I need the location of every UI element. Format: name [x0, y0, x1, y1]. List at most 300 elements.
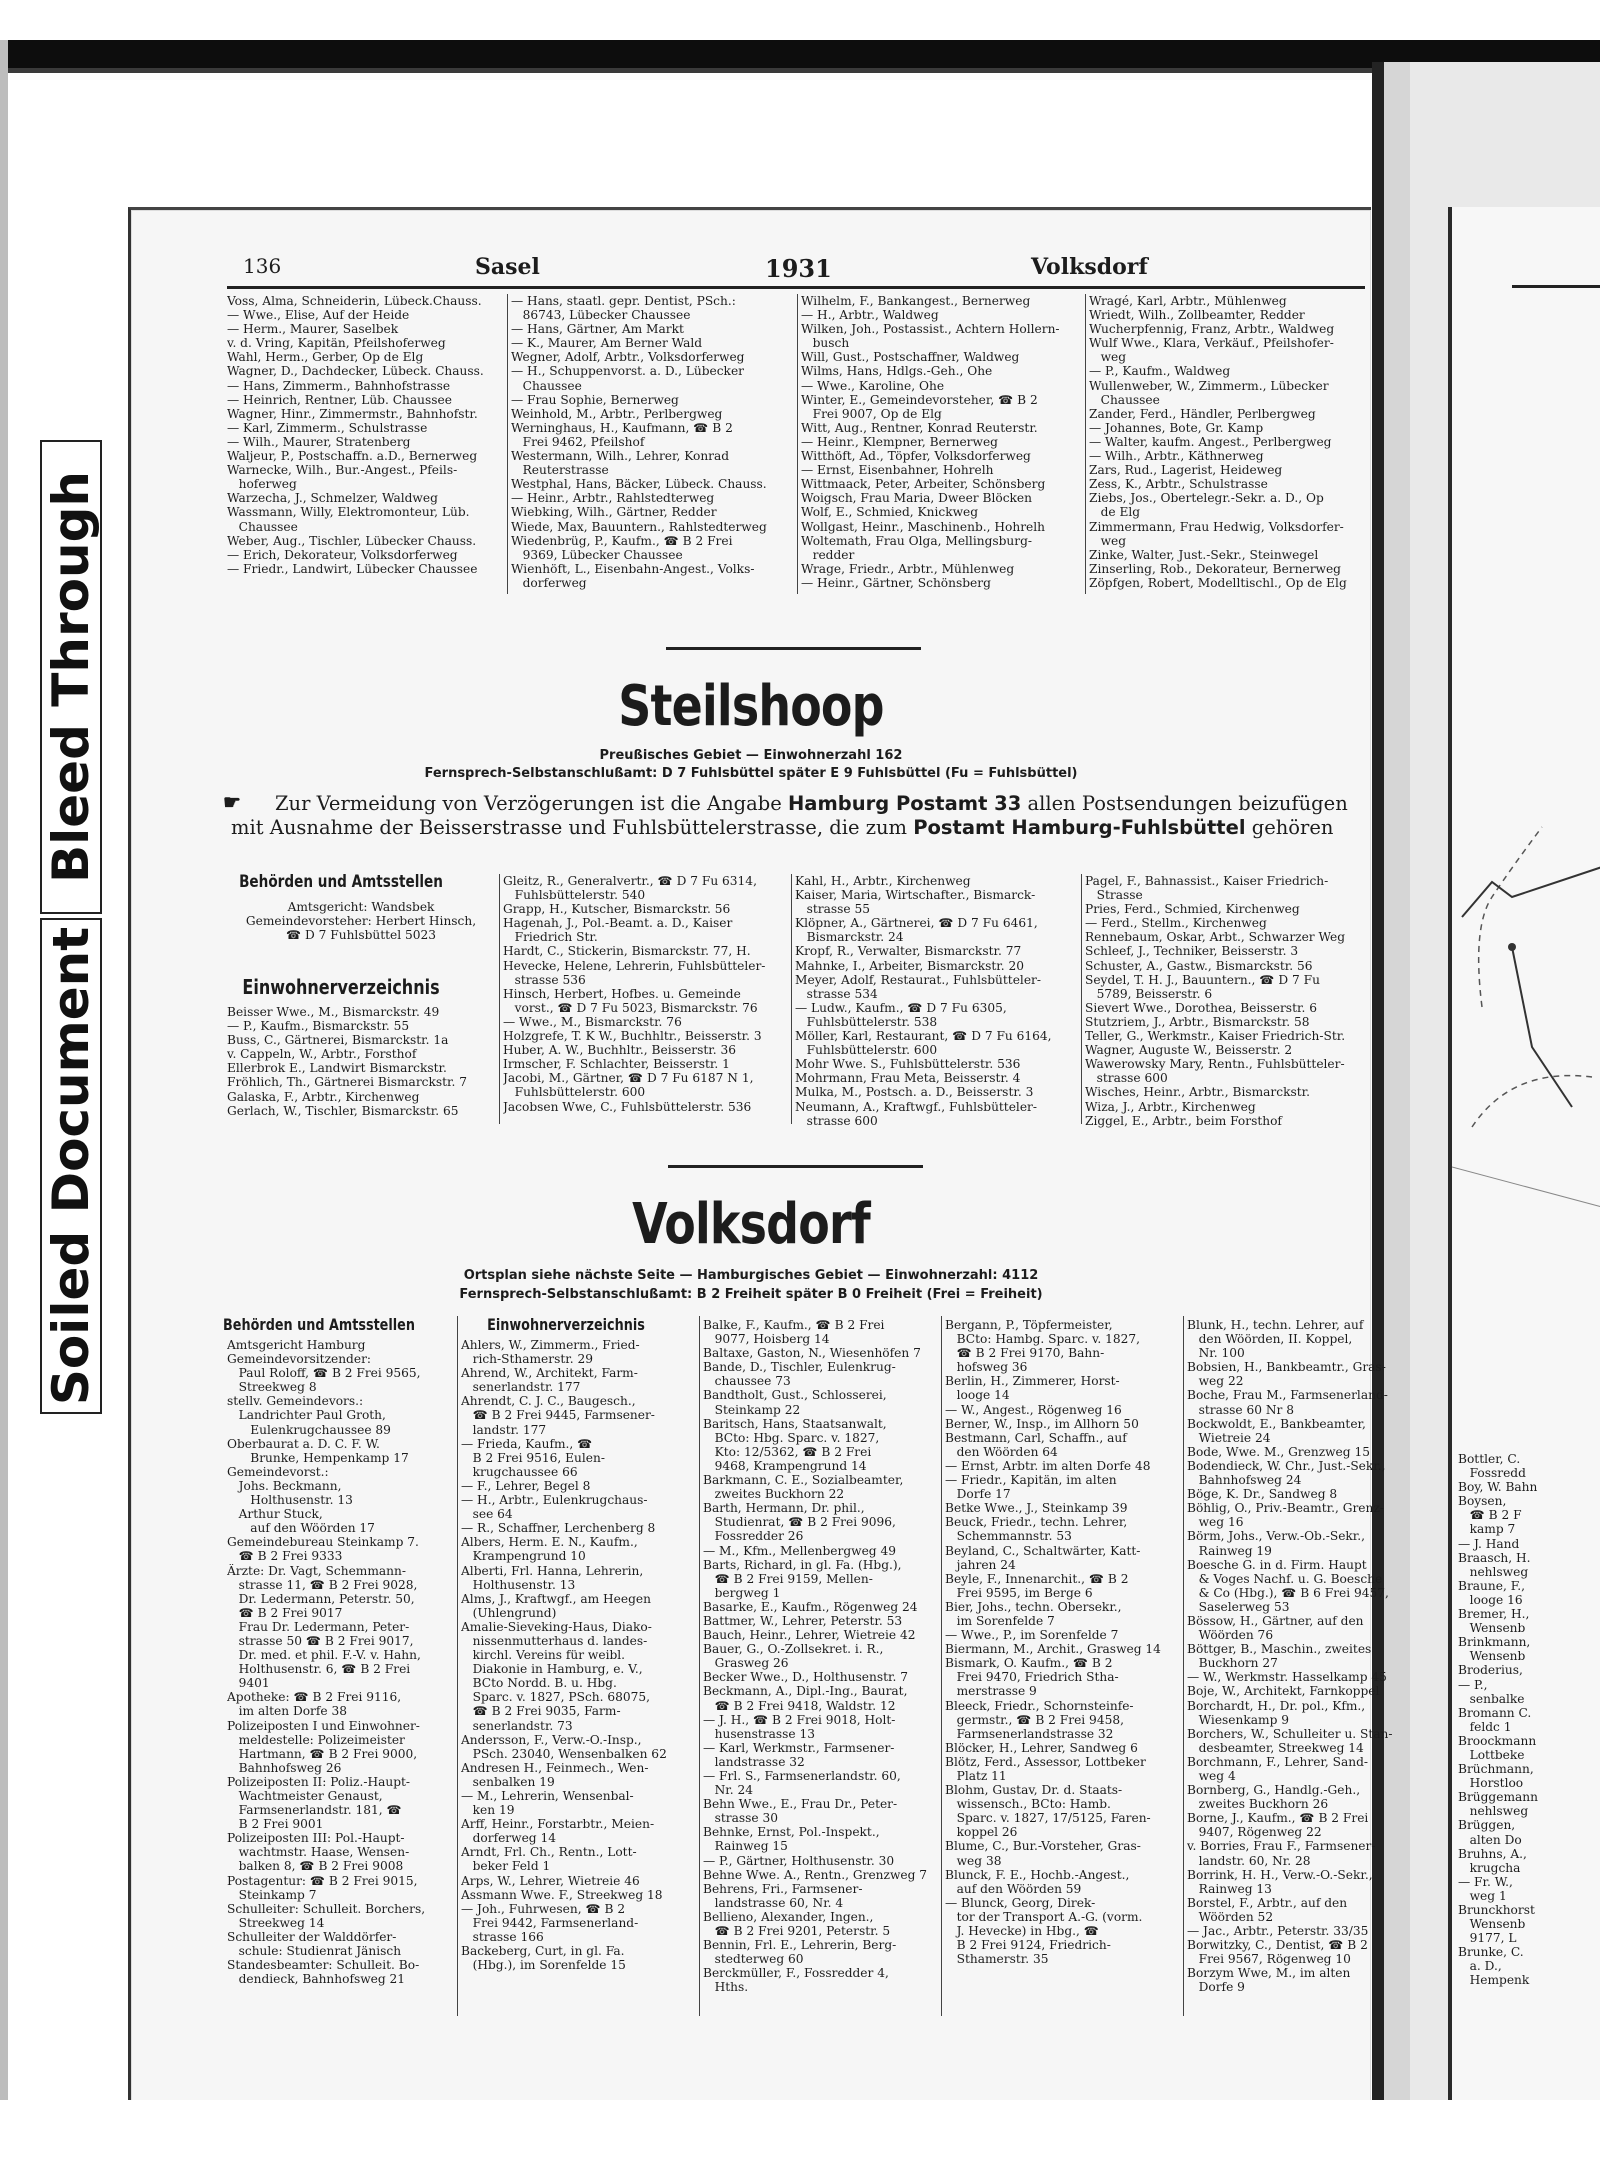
directory-entry: Brüggemann [1458, 1790, 1538, 1805]
directory-entry: Wisches, Heinr., Arbtr., Bismarckstr. [1085, 1085, 1310, 1100]
directory-entry: Wilken, Joh., Postassist., Achtern Hollern- [801, 322, 1060, 337]
directory-entry: Zander, Ferd., Händler, Perlbergweg [1089, 406, 1316, 421]
directory-entry: — Fr. W., [1458, 1874, 1513, 1889]
directory-entry: Assmann Wwe. F., Streekweg 18 [461, 1887, 663, 1902]
directory-entry: Blume, C., Bur.-Vorsteher, Gras- [945, 1839, 1141, 1854]
column-divider [1183, 1316, 1184, 2016]
directory-entry: strasse 30 [703, 1811, 778, 1826]
directory-entry: strasse 50 ☎ B 2 Frei 9017, [227, 1633, 414, 1648]
directory-entry: Rainweg 15 [703, 1839, 788, 1854]
directory-entry: — Blunck, Georg, Direk- [945, 1895, 1096, 1910]
notice-text: mit Ausnahme der Beisserstrasse und Fuhlsbüttelerstrasse, die zum [231, 816, 914, 839]
directory-entry: auf den Wöörden 59 [945, 1881, 1082, 1896]
directory-entry: Betke Wwe., J., Steinkamp 39 [945, 1501, 1128, 1516]
directory-entry: Alberti, Frl. Hanna, Lehrerin, [461, 1563, 644, 1578]
column-divider [507, 294, 508, 594]
directory-entry: 9177, L [1458, 1931, 1517, 1946]
directory-entry: Wiebking, Wilh., Gärtner, Redder [511, 505, 717, 520]
volksdorf-column-2 [461, 1338, 697, 1972]
directory-entry: Mohr Wwe. S., Fuhlsbüttelerstr. 536 [795, 1057, 1021, 1072]
directory-entry: Bottler, C. [1458, 1452, 1521, 1466]
directory-entry: Sthamerstr. 35 [945, 1952, 1049, 1967]
directory-entry: strasse 60 Nr 8 [1187, 1402, 1294, 1417]
directory-entry: Farmsenerlandstrasse 32 [945, 1726, 1114, 1741]
directory-entry: koppel 26 [945, 1825, 1018, 1840]
directory-entry: Nr. 100 [1187, 1346, 1245, 1361]
volksdorf-residents-heading: Einwohnerverzeichnis [487, 1315, 645, 1334]
notice-emphasis: Postamt Hamburg-Fuhlsbüttel [913, 816, 1246, 839]
directory-entry: hoferweg [227, 477, 297, 492]
directory-entry: Dr. Ledermann, Peterstr. 50, [227, 1591, 415, 1606]
directory-entry: Arndt, Frl. Ch., Rentn., Lott- [461, 1845, 637, 1860]
directory-entry: Wensenb [1458, 1649, 1526, 1664]
steilshoop-notice-line-2 [231, 816, 1333, 840]
directory-entry: Bellieno, Alexander, Ingen., [703, 1909, 874, 1924]
directory-entry: kirchl. Vereins für weibl. [461, 1648, 626, 1663]
directory-entry: Standesbeamter: Schulleit. Bo- [227, 1958, 420, 1973]
directory-entry: Landrichter Paul Groth, [227, 1408, 386, 1423]
directory-entry: wachtmstr. Haase, Wensen- [227, 1845, 410, 1860]
steilshoop-column-3 [795, 874, 1079, 1128]
directory-entry: Wienhöft, L., Eisenbahn-Angest., Volks- [511, 561, 755, 576]
directory-entry: 86743, Lübecker Chaussee [511, 308, 691, 323]
directory-entry: Dr. med. et phil. F.-V. v. Hahn, [227, 1648, 421, 1663]
directory-entry: looge 14 [945, 1388, 1010, 1403]
directory-entry: Bismark, O. Kaufm., ☎ B 2 [945, 1656, 1113, 1671]
directory-entry: de Elg [1089, 505, 1141, 520]
directory-entry: Streekweg 8 [227, 1380, 317, 1395]
directory-entry: (Hbg.), im Sorenfelde 15 [461, 1958, 626, 1973]
directory-entry: Backeberg, Curt, in gl. Fa. [461, 1944, 625, 1959]
directory-entry: Wensenb [1458, 1917, 1526, 1932]
directory-entry: senerlandstr. 73 [461, 1718, 573, 1733]
sasel-column-2 [511, 294, 797, 590]
directory-entry: Hths. [703, 1980, 749, 1995]
directory-entry: Bauch, Heinr., Lehrer, Wietreie 42 [703, 1628, 916, 1643]
pointing-hand-icon: ☛ [223, 790, 241, 814]
directory-entry: husenstrasse 13 [703, 1726, 815, 1741]
volksdorf-column-4 [945, 1318, 1181, 1966]
directory-entry: Neumann, A., Kraftwgf., Fuhlsbütteler- [795, 1099, 1037, 1114]
volksdorf-column-5 [1187, 1318, 1423, 1995]
directory-entry: weg 38 [945, 1853, 1002, 1868]
directory-entry: see 64 [461, 1507, 513, 1522]
directory-entry: Bleeck, Friedr., Schornsteinfe- [945, 1698, 1134, 1713]
directory-entry: Fuhlsbüttelerstr. 540 [503, 888, 646, 903]
directory-entry: Böttger, B., Maschin., zweites [1187, 1642, 1372, 1657]
directory-entry: — M., Lehrerin, Wensenbal- [461, 1789, 634, 1803]
column-divider [699, 1316, 700, 2016]
directory-entry: — H., Arbtr., Eulenkrugchaus- [461, 1493, 648, 1508]
directory-entry: — Karl, Zimmerm., Schulstrasse [227, 420, 428, 435]
directory-entry: Ärzte: Dr. Vagt, Schemmann- [227, 1563, 406, 1578]
directory-entry: Bahnhofsweg 24 [1187, 1473, 1302, 1488]
directory-entry: feldc 1 [1458, 1719, 1512, 1734]
volksdorf-column-1 [227, 1338, 453, 1986]
directory-entry: Jacobsen Wwe, C., Fuhlsbüttelerstr. 536 [503, 1099, 752, 1114]
directory-entry: B 2 Frei 9516, Eulen- [461, 1450, 605, 1465]
next-page-column [1458, 1452, 1600, 1988]
directory-entry: — Heinr., Arbtr., Rahlstedterweg [511, 491, 715, 506]
scan-border-bottom [0, 2100, 1600, 2177]
directory-entry: — W., Angest., Rögenweg 16 [945, 1402, 1122, 1417]
sasel-column-4 [1089, 294, 1373, 590]
directory-entry: vorst., ☎ D 7 Fu 5023, Bismarckstr. 76 [503, 1000, 758, 1015]
directory-entry: (Uhlengrund) [461, 1605, 557, 1620]
directory-entry: Hartmann, ☎ B 2 Frei 9000, [227, 1746, 418, 1761]
directory-entry: Pagel, F., Bahnassist., Kaiser Friedrich- [1085, 874, 1329, 888]
directory-entry: Bande, D., Tischler, Eulenkrug- [703, 1360, 896, 1375]
directory-entry: Buss, C., Gärtnerei, Bismarckstr. 1a [227, 1033, 449, 1048]
directory-entry: Bandtholt, Gust., Schlosserei, [703, 1388, 887, 1403]
directory-entry: Wietreie 24 [1187, 1430, 1271, 1445]
directory-entry: Gleitz, R., Generalvertr., ☎ D 7 Fu 6314, [503, 874, 757, 888]
directory-entry: Arthur Stuck, [227, 1507, 323, 1522]
directory-entry: Beyland, C., Schaltwärter, Katt- [945, 1543, 1141, 1558]
directory-entry: Friedrich Str. [503, 930, 598, 945]
directory-entry: Bismarckstr. 24 [795, 930, 904, 945]
directory-entry: Schulleiter: Schulleit. Borchers, [227, 1901, 426, 1916]
directory-entry: — Walter, kaufm. Angest., Perlbergweg [1089, 434, 1332, 449]
steilshoop-authorities [231, 900, 491, 942]
directory-entry: — H., Arbtr., Waldweg [801, 308, 939, 323]
directory-entry: ☎ B 2 Frei 9418, Waldstr. 12 [703, 1698, 896, 1713]
directory-entry: Borwitzky, C., Dentist, ☎ B 2 [1187, 1938, 1368, 1953]
directory-entry: Berckmüller, F., Fossredder 4, [703, 1966, 889, 1981]
directory-entry: redder [801, 547, 855, 562]
directory-entry: v. Borries, Frau F., Farmsener- [1187, 1839, 1376, 1854]
directory-entry: Chaussee [1089, 392, 1160, 407]
directory-entry: im alten Dorfe 38 [227, 1704, 347, 1719]
directory-entry: senerlandstr. 177 [461, 1380, 581, 1395]
directory-entry: — Wwe., P., im Sorenfelde 7 [945, 1628, 1119, 1643]
directory-entry: Borchmann, F., Lehrer, Sand- [1187, 1754, 1369, 1769]
header-rule [227, 286, 1365, 289]
scan-border-left [0, 40, 8, 2110]
directory-entry: Pries, Ferd., Schmied, Kirchenweg [1085, 902, 1300, 917]
volksdorf-subtitle-1: Ortsplan siehe nächste Seite — Hamburgisches Gebiet — Einwohnerzahl: 4112 [463, 1268, 1039, 1283]
directory-entry: Dorfe 9 [1187, 1980, 1245, 1995]
directory-entry: Kropf, R., Verwalter, Bismarckstr. 77 [795, 944, 1022, 959]
directory-entry: — Jac., Arbtr., Peterstr. 33/35 [1187, 1924, 1369, 1939]
directory-entry: — Wwe., Elise, Auf der Heide [227, 308, 410, 323]
directory-entry: stellv. Gemeindevors.: [227, 1394, 364, 1409]
notice-text: allen Postsendungen beizufügen [1021, 792, 1348, 815]
directory-entry: nehlsweg [1458, 1804, 1529, 1819]
directory-entry: Mahnke, I., Arbeiter, Bismarckstr. 20 [795, 958, 1024, 973]
directory-entry: Frei 9567, Rögenweg 10 [1187, 1952, 1351, 1967]
directory-entry: — Heinrich, Rentner, Lüb. Chaussee [227, 392, 452, 407]
page-number: 136 [243, 254, 282, 278]
directory-entry: Chaussee [227, 519, 298, 534]
directory-entry: — Johannes, Bote, Gr. Kamp [1089, 420, 1264, 435]
directory-entry: Behnke, Ernst, Pol.-Inspekt., [703, 1825, 880, 1840]
directory-entry: Fuhlsbüttelerstr. 600 [503, 1085, 646, 1100]
directory-entry: Hagenah, J., Pol.-Beamt. a. D., Kaiser [503, 916, 733, 931]
directory-entry: Meyer, Adolf, Restaurat., Fuhlsbütteler- [795, 972, 1041, 987]
directory-entry: 9407, Rögenweg 22 [1187, 1825, 1322, 1840]
directory-entry: Streekweg 14 [227, 1915, 325, 1930]
directory-entry: Will, Gust., Postschaffner, Waldweg [801, 350, 1020, 365]
directory-entry: Battmer, W., Lehrer, Peterstr. 53 [703, 1613, 903, 1628]
directory-entry: Bauer, G., O.-Zollsekret. i. R., [703, 1642, 884, 1657]
directory-entry: ☎ D 7 Fuhlsbüttel 5023 [285, 928, 437, 943]
directory-entry: — Ernst, Arbtr. im alten Dorfe 48 [945, 1458, 1151, 1473]
directory-entry: Hardt, C., Stickerin, Bismarckstr. 77, H. [503, 944, 751, 959]
directory-entry: — J. Hand [1458, 1536, 1520, 1551]
directory-entry: Boje, W., Architekt, Farnkoppel [1187, 1684, 1380, 1699]
directory-entry: — Wwe., Karoline, Ohe [801, 378, 945, 393]
directory-entry: — Wwe., M., Bismarckstr. 76 [503, 1014, 682, 1029]
directory-entry: Bobsien, H., Bankbeamtr., Gras- [1187, 1360, 1386, 1375]
directory-entry: Alms, J., Kraftwgf., am Heegen [461, 1591, 651, 1606]
directory-entry: Zess, K., Arbtr., Schulstrasse [1089, 477, 1268, 492]
directory-entry: Chaussee [511, 378, 582, 393]
directory-entry: den Wöörden 64 [945, 1444, 1058, 1459]
directory-entry: Schemmannstr. 53 [945, 1529, 1072, 1544]
directory-entry: Huber, A. W., Buchhltr., Beisserstr. 36 [503, 1043, 737, 1058]
directory-entry: ☎ B 2 Frei 9201, Peterstr. 5 [703, 1924, 891, 1939]
directory-entry: Buckhorn 27 [1187, 1656, 1278, 1671]
directory-entry: meldestelle: Polizeimeister [227, 1732, 405, 1747]
directory-entry: J. Hevecke) in Hbg., ☎ [945, 1924, 1099, 1939]
directory-entry: Mulka, M., Postsch. a. D., Beisserstr. 3 [795, 1085, 1034, 1100]
directory-entry: — F., Lehrer, Begel 8 [461, 1478, 591, 1493]
directory-entry: Zimmermann, Frau Hedwig, Volksdorfer- [1089, 519, 1344, 534]
directory-entry: Weber, Aug., Tischler, Lübecker Chauss. [227, 533, 477, 548]
directory-entry: desbeamter, Streekweg 14 [1187, 1740, 1364, 1755]
directory-entry: Kaiser, Maria, Wirtschafter., Bismarck- [795, 888, 1036, 903]
directory-entry: — Erich, Dekorateur, Volksdorferweg [227, 547, 458, 562]
directory-entry: Wassmann, Willy, Elektromonteur, Lüb. [227, 505, 470, 520]
directory-entry: tor der Transport A.-G. (vorm. [945, 1909, 1143, 1924]
directory-entry: — W., Werkmstr. Hasselkamp 45 [1187, 1670, 1387, 1685]
directory-entry: Gemeindevorst.: [227, 1464, 329, 1479]
directory-entry: Brunke, Hempenkamp 17 [227, 1450, 409, 1465]
directory-entry: Bennin, Frl. E., Lehrerin, Berg- [703, 1938, 897, 1953]
directory-entry: Behn Wwe., E., Frau Dr., Peter- [703, 1797, 898, 1812]
directory-entry: — Ferd., Stellm., Kirchenweg [1085, 916, 1267, 931]
directory-entry: — M., Kfm., Mellenbergweg 49 [703, 1543, 896, 1558]
directory-entry: Ahrend, W., Architekt, Farm- [461, 1366, 638, 1381]
directory-entry: Baltaxe, Gaston, N., Wiesenhöfen 7 [703, 1346, 921, 1361]
directory-entry: Sparc. v. 1827, PSch. 68075, [461, 1690, 651, 1705]
directory-entry: Brunke, C. [1458, 1945, 1524, 1960]
directory-entry: Wulf Wwe., Klara, Verkäuf., Pfeilshofer- [1089, 336, 1334, 351]
column-divider [1085, 294, 1086, 594]
scan-border-top-shadow [0, 68, 1600, 73]
directory-entry: Beisser Wwe., M., Bismarckstr. 49 [227, 1005, 440, 1019]
directory-entry: PSch. 23040, Wensenbalken 62 [461, 1746, 667, 1761]
directory-entry: Balke, F., Kaufm., ☎ B 2 Frei [703, 1318, 885, 1332]
directory-entry: Broderius, [1458, 1663, 1523, 1678]
directory-entry: weg 4 [1187, 1769, 1236, 1783]
directory-entry: Bockwoldt, E., Bankbeamter, [1187, 1416, 1366, 1431]
directory-entry: B 2 Frei 9001 [227, 1817, 324, 1832]
directory-entry: Lottbeke [1458, 1747, 1525, 1762]
directory-entry: v. Cappeln, W., Arbtr., Forsthof [227, 1047, 417, 1062]
notice-text: gehören [1245, 816, 1334, 839]
directory-entry: Warzecha, J., Schmelzer, Waldweg [227, 491, 438, 506]
directory-entry: strasse 55 [795, 902, 870, 917]
directory-entry: Borrink, H. H., Verw.-O.-Sekr., [1187, 1867, 1373, 1882]
directory-entry: Wawerowsky Mary, Rentn., Fuhlsbütteler- [1085, 1057, 1345, 1072]
directory-entry: Blöcker, H., Lehrer, Sandweg 6 [945, 1740, 1138, 1755]
directory-entry: Warnecke, Wilh., Bur.-Angest., Pfeils- [227, 463, 458, 478]
directory-entry: — J. H., ☎ B 2 Frei 9018, Holt- [703, 1712, 896, 1727]
directory-entry: Kto: 12/5362, ☎ B 2 Frei [703, 1444, 872, 1459]
directory-entry: Wriedt, Wilh., Zollbeamter, Redder [1089, 308, 1305, 323]
directory-entry: Berlin, H., Zimmerer, Horst- [945, 1374, 1120, 1389]
directory-entry: hofsweg 36 [945, 1360, 1028, 1375]
directory-entry: Boysen, [1458, 1494, 1507, 1509]
directory-entry: Witt, Aug., Rentner, Konrad Reuterstr. [801, 420, 1038, 435]
directory-entry: Gemeindebureau Steinkamp 7. [227, 1535, 419, 1550]
directory-entry: Borchardt, H., Dr. pol., Kfm., [1187, 1698, 1366, 1713]
column-divider [791, 874, 792, 1124]
directory-entry: nehlsweg [1458, 1564, 1529, 1579]
directory-entry: Bestmann, Carl, Schaffn., auf [945, 1430, 1127, 1445]
directory-entry: krugchaussee 66 [461, 1464, 578, 1479]
directory-entry: Boche, Frau M., Farmsenerland- [1187, 1388, 1388, 1403]
directory-entry: landstr. 60, Nr. 28 [1187, 1853, 1311, 1868]
directory-entry: Fossredder 26 [703, 1529, 804, 1544]
directory-entry: 9369, Lübecker Chaussee [511, 547, 683, 562]
directory-entry: Galaska, F., Arbtr., Kirchenweg [227, 1089, 420, 1104]
directory-entry: Voss, Alma, Schneiderin, Lübeck.Chauss. [227, 294, 482, 308]
directory-entry: strasse 11, ☎ B 2 Frei 9028, [227, 1577, 418, 1592]
directory-entry: Ziebs, Jos., Obertelegr.-Sekr. a. D., Op [1089, 491, 1324, 506]
running-head-left: Sasel [475, 254, 540, 280]
directory-entry: Blohm, Gustav, Dr. d. Staats- [945, 1783, 1123, 1798]
directory-entry: Hempenk [1458, 1973, 1530, 1988]
directory-entry: kamp 7 [1458, 1522, 1516, 1537]
volksdorf-subtitle-2: Fernsprech-Selbstanschlußamt: B 2 Freiheit später B 0 Freiheit (Frei = Freiheit) [459, 1287, 1043, 1302]
directory-entry: Gerlach, W., Tischler, Bismarckstr. 65 [227, 1103, 459, 1118]
directory-entry: zweites Buckhorn 26 [1187, 1797, 1329, 1812]
directory-entry: — K., Maurer, Am Berner Wald [511, 336, 703, 351]
directory-entry: Zöpfgen, Robert, Modelltischl., Op de Elg [1089, 575, 1347, 590]
directory-entry: Wilms, Hans, Hdlgs.-Geh., Ohe [801, 364, 993, 379]
directory-entry: Schulleiter der Walddörfer- [227, 1929, 397, 1944]
directory-entry: — Joh., Fuhrwesen, ☎ B 2 [461, 1901, 626, 1916]
directory-entry: Wensenb [1458, 1621, 1526, 1636]
notice-emphasis: Hamburg Postamt 33 [787, 792, 1022, 815]
directory-entry: weg 1 [1458, 1888, 1507, 1903]
volksdorf-title: Volksdorf [632, 1192, 870, 1257]
directory-entry: — Wilh., Maurer, Stratenberg [227, 434, 411, 449]
directory-entry: Eulenkrugchaussee 89 [227, 1422, 391, 1437]
directory-entry: Dorfe 17 [945, 1487, 1011, 1502]
directory-entry: Andresen H., Feinmech., Wen- [461, 1760, 649, 1775]
directory-entry: Amtsgericht: Wandsbek [287, 900, 435, 914]
directory-entry: ☎ B 2 Frei 9170, Bahn- [945, 1346, 1105, 1361]
directory-entry: Wagner, D., Dachdecker, Lübeck. Chauss. [227, 364, 484, 379]
directory-entry: — Wilh., Arbtr., Käthnerweg [1089, 449, 1264, 464]
directory-entry: Wragé, Karl, Arbtr., Mühlenweg [1089, 294, 1287, 308]
directory-entry: beker Feld 1 [461, 1859, 551, 1874]
directory-entry: strasse 534 [795, 986, 878, 1001]
directory-entry: B 2 Frei 9124, Friedrich- [945, 1938, 1111, 1953]
directory-entry: Bromann C. [1458, 1705, 1532, 1720]
directory-entry: BCto Nordd. B. u. Hbg. [461, 1676, 617, 1691]
directory-entry: Polizeiposten III: Pol.-Haupt- [227, 1831, 405, 1846]
directory-entry: ☎ B 2 Frei 9333 [227, 1549, 343, 1564]
directory-entry: landstrasse 60, Nr. 4 [703, 1895, 844, 1910]
steilshoop-column-1 [227, 1005, 495, 1118]
directory-entry: Brinkmann, [1458, 1635, 1531, 1650]
bleed-through-label: Bleed Through [42, 471, 100, 883]
directory-entry: ☎ B 2 Frei 9159, Mellen- [703, 1571, 873, 1586]
directory-entry: Fröhlich, Th., Gärtnerei Bismarckstr. 7 [227, 1075, 467, 1090]
directory-entry: Wöörden 76 [1187, 1628, 1274, 1643]
directory-entry: bergweg 1 [703, 1585, 781, 1600]
directory-entry: Fuhlsbüttelerstr. 600 [795, 1043, 938, 1058]
steilshoop-notice-line-1 [275, 792, 1348, 816]
bleed-through-tab [40, 440, 102, 914]
directory-entry: Baritsch, Hans, Staatsanwalt, [703, 1416, 887, 1431]
directory-entry: Amalie-Sieveking-Haus, Diako- [461, 1619, 652, 1634]
directory-entry: chaussee 73 [703, 1374, 791, 1389]
notice-text: Zur Vermeidung von Verzögerungen ist die Angabe [275, 792, 788, 815]
directory-entry: Wiedenbrüg, P., Kaufm., ☎ B 2 Frei [511, 533, 733, 548]
directory-entry: strasse 536 [503, 972, 586, 987]
directory-entry: — Heinr., Gärtner, Schönsberg [801, 575, 991, 590]
directory-entry: — Hans, Gärtner, Am Markt [511, 322, 684, 337]
directory-entry: Stutzriem, J., Arbtr., Bismarckstr. 58 [1085, 1014, 1310, 1029]
directory-entry: Jacobi, M., Gärtner, ☎ D 7 Fu 6187 N 1, [503, 1071, 754, 1086]
scan-border-top [0, 40, 1600, 68]
directory-entry: ☎ B 2 Frei 9017 [227, 1605, 343, 1620]
directory-entry: auf den Wöörden 17 [227, 1521, 375, 1536]
directory-entry: Frei 9470, Friedrich Stha- [945, 1670, 1119, 1685]
directory-entry: Wilhelm, F., Bankangest., Bernerweg [801, 294, 1031, 308]
directory-entry: Broockmann [1458, 1733, 1537, 1748]
directory-entry: Bornberg, G., Handlg.-Geh., [1187, 1783, 1361, 1798]
directory-entry: Arps, W., Lehrer, Wietreie 46 [461, 1873, 640, 1888]
directory-entry: Frei 9007, Op de Elg [801, 406, 942, 421]
directory-entry: Holthusenstr. 13 [461, 1577, 576, 1592]
directory-entry: Ziggel, E., Arbtr., beim Forsthof [1085, 1113, 1282, 1128]
directory-entry: Fuhlsbüttelerstr. 538 [795, 1014, 938, 1029]
directory-entry: weg 16 [1187, 1515, 1244, 1530]
directory-entry: Schuster, A., Gastw., Bismarckstr. 56 [1085, 958, 1313, 973]
directory-entry: alten Do [1458, 1832, 1522, 1847]
directory-entry: Polizeiposten II: Poliz.-Haupt- [227, 1774, 411, 1789]
directory-entry: Bodendieck, W. Chr., Just.-Sekr., [1187, 1458, 1386, 1473]
directory-entry: Blunk, H., techn. Lehrer, auf [1187, 1318, 1364, 1332]
directory-entry: Braasch, H. [1458, 1550, 1531, 1565]
directory-entry: — Hans, Zimmerm., Bahnhofstrasse [227, 378, 451, 393]
directory-entry: Ellerbrok E., Landwirt Bismarckstr. [227, 1061, 447, 1076]
directory-entry: senbalke [1458, 1691, 1525, 1706]
directory-entry: Witthöft, Ad., Töpfer, Volksdorferweg [801, 449, 1031, 464]
directory-entry: balken 8, ☎ B 2 Frei 9008 [227, 1859, 404, 1874]
directory-entry: merstrasse 9 [945, 1684, 1037, 1699]
directory-entry: weg 22 [1187, 1374, 1244, 1389]
directory-entry: Mohrmann, Frau Meta, Beisserstr. 4 [795, 1071, 1021, 1086]
directory-entry: Wiesenkamp 9 [1187, 1712, 1289, 1727]
directory-entry: schule: Studienrat Jänisch [227, 1944, 402, 1959]
column-divider [1081, 874, 1082, 1124]
directory-entry: — Friedr., Landwirt, Lübecker Chaussee [227, 561, 478, 576]
directory-entry: dorferweg [511, 575, 587, 590]
section-rule [668, 1165, 923, 1168]
directory-entry: Boesche G. in d. Firm. Haupt [1187, 1557, 1367, 1572]
directory-entry: — Karl, Werkmstr., Farmsener- [703, 1740, 895, 1755]
directory-entry: Saselerweg 53 [1187, 1599, 1290, 1614]
directory-entry: rich-Sthamerstr. 29 [461, 1352, 593, 1367]
